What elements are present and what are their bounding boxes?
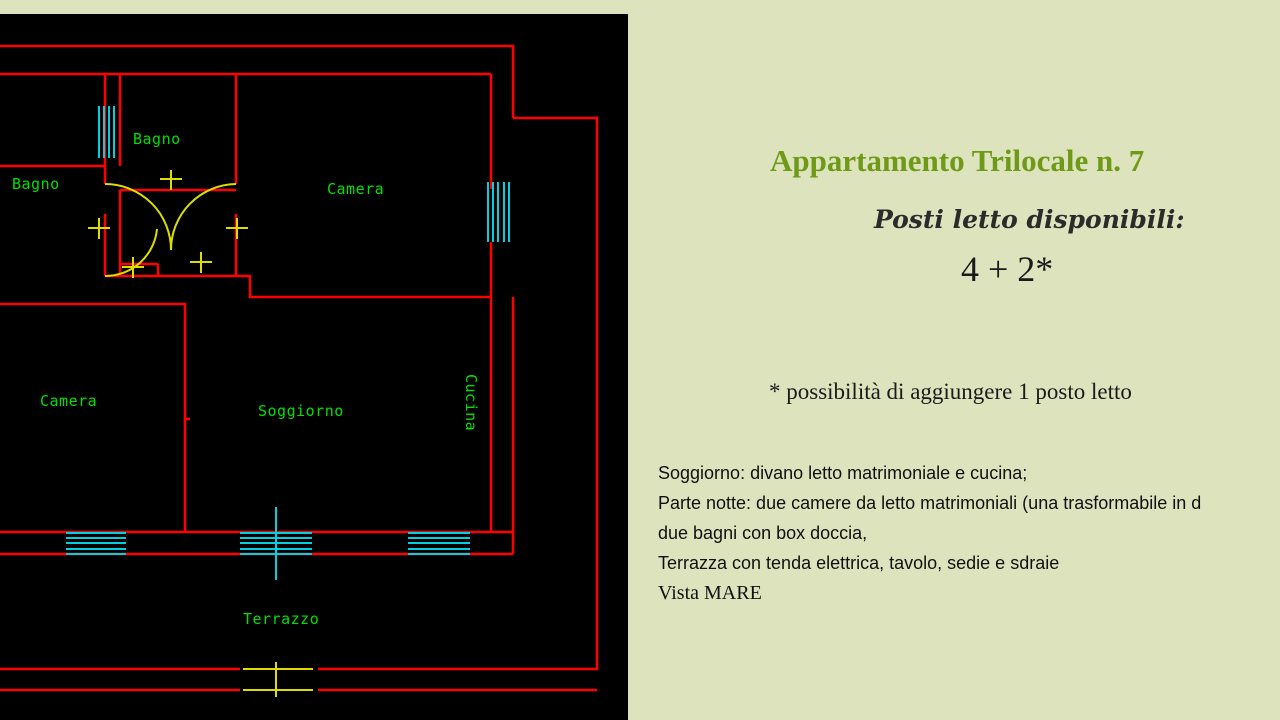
room-label: Terrazzo [243, 610, 320, 628]
detail-line: Parte notte: due camere da letto matrimoniali (una trasformabile in d [658, 493, 1202, 513]
floor-plan-drawing [0, 14, 628, 720]
room-label: Camera [327, 180, 385, 198]
apartment-info-panel [628, 0, 1280, 720]
page-title: Appartamento Trilocale n. 7 [770, 143, 1145, 178]
detail-line: Soggiorno: divano letto matrimoniale e cucina; [658, 463, 1028, 483]
detail-line: Terrazza con tenda elettrica, tavolo, sedie e sdraie [658, 553, 1060, 573]
beds-subtitle: Posti letto disponibili: [874, 205, 1185, 234]
room-label: Soggiorno [258, 402, 344, 420]
beds-footnote: * possibilità di aggiungere 1 posto letto [769, 379, 1132, 404]
details-list [658, 458, 1280, 608]
floor-plan-canvas [0, 14, 628, 720]
room-label: Cucina [462, 374, 480, 432]
sea-view-label: Vista MARE [658, 582, 762, 604]
room-label: Bagno [133, 130, 181, 148]
beds-count: 4 + 2* [961, 249, 1054, 289]
room-label: Bagno [12, 175, 60, 193]
detail-line: due bagni con box doccia, [658, 523, 868, 543]
room-label: Camera [40, 392, 98, 410]
